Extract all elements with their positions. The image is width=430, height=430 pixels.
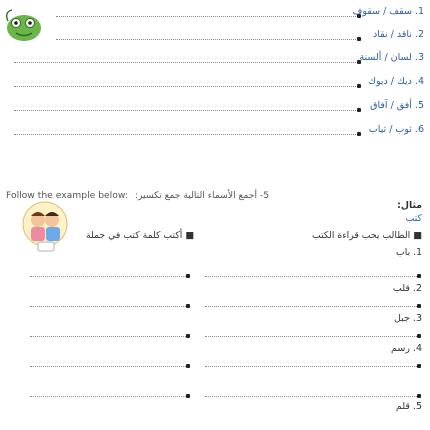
list-item: 3. جبل bbox=[393, 313, 422, 324]
mascot-logo-icon bbox=[2, 6, 46, 46]
list-item: 3. لسان / ألسنة bbox=[359, 52, 424, 63]
cartoon-kids-icon bbox=[18, 200, 72, 258]
example-answer: 1. باب bbox=[395, 247, 422, 258]
list-item: 5. قلم bbox=[395, 401, 422, 412]
example-header: مثال: bbox=[397, 200, 422, 211]
example-right-prompt: ■ الطالب يحب قراءة الكتب bbox=[311, 230, 422, 241]
list-item: 2. ناقد / نقاد bbox=[373, 29, 424, 40]
instruction-ar: 5- أجمع الأسماء التالية جمع تكسير: bbox=[134, 190, 270, 201]
list-item: 2. قلب bbox=[392, 283, 422, 294]
list-item: 1. سقف / سقوف bbox=[352, 6, 424, 17]
example-word: كتب bbox=[405, 213, 422, 224]
list-item: 5. أفق / آفاق bbox=[370, 100, 424, 111]
list-item: 6. ثوب / ثياب bbox=[368, 124, 424, 135]
list-item: 4. رسم bbox=[391, 343, 422, 354]
instruction-en: Follow the example below: bbox=[6, 190, 128, 201]
list-item: 4. ديك / ديوك bbox=[368, 76, 424, 87]
example-left-prompt: ■ أكتب كلمة كتب في جملة bbox=[86, 230, 195, 241]
